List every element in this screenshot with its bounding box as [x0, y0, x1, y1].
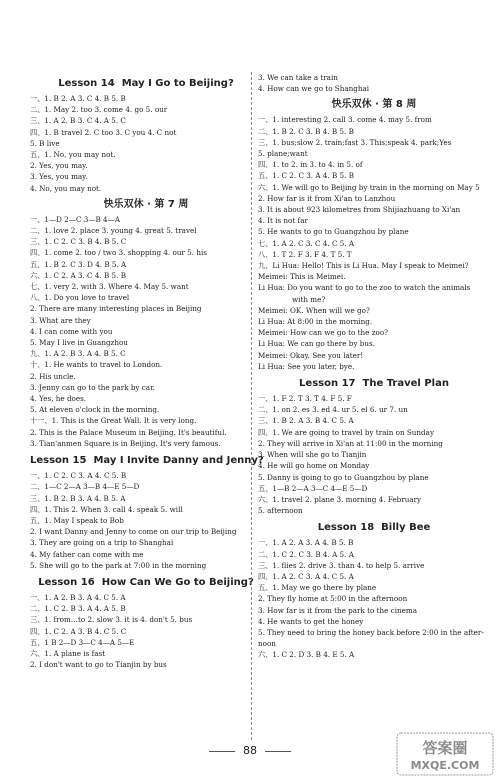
answer-line: 五、1—B 2—A 3—C 4—E 5—D: [258, 483, 368, 493]
answer-line: 2. They will arrive in Xi'an at 11:00 in the morning: [258, 438, 443, 448]
watermark-logo: [396, 732, 494, 776]
answer-line: 三、1. bus;slow 2. train;fast 3. This;speak 4. park;Yes: [258, 137, 452, 147]
lesson-heading: [30, 453, 262, 468]
answer-line: 九、1. A 2. B 3. A 4. B 5. C: [30, 349, 126, 359]
answer-line: 一、1. B 2. A 3. C 4. B 5. B: [30, 94, 126, 103]
section-heading: 快乐双休 · 第 8 周: [331, 99, 417, 111]
answer-line: 5. Danny is going to go to Guangzhou by plane: [258, 472, 429, 482]
answer-line: 九、Li Hua: Hello! This is Li Hua. May I speak to Meimei?: [258, 261, 469, 271]
answer-line: 3. Yes, you may.: [30, 172, 88, 182]
answer-line: Li Hua: Do you want to go to the zoo to watch the animals: [258, 283, 471, 293]
answer-line: with me?: [292, 294, 326, 304]
answer-line: 2. How far is it from Xi'an to Lanzhou: [258, 193, 396, 203]
answer-line: 二、1. B 2. C 3. B 4. B 5. B: [258, 126, 354, 136]
answer-line: 十、1. He wants to travel to London.: [30, 360, 163, 370]
answer-line: 3. Tian'anmen Square is in Beijing. It's very famous.: [30, 438, 221, 448]
answer-line: 五、1. B 2. C 3. D 4. B 5. A: [30, 259, 127, 269]
answer-line: 三、1. B 2. A 3. B 4. C 5. A: [258, 416, 354, 426]
answer-line: 5. At eleven o'clock in the morning.: [30, 405, 160, 415]
answer-line: 4. My father can come with me: [30, 549, 144, 559]
answer-line: 八、1. Do you love to travel: [30, 293, 130, 303]
answer-line: 四、1. come 2. too / two 3. shopping 4. our 5. his: [30, 248, 207, 258]
left-column: [30, 72, 262, 670]
answer-line: 三、1. B 2. B 3. A 4. B 5. A: [30, 493, 126, 503]
answer-line: 2. This is the Palace Museum in Beijing. It's beautiful.: [30, 427, 227, 437]
answer-line: 三、1. C 2. C 3. B 4. B 5. C: [30, 237, 127, 247]
answer-line: 六、1. A plane is fast: [30, 648, 106, 658]
answer-line: 三、1. flies 2. drive 3. than 4. to help 5. arrive: [258, 560, 425, 570]
answer-line: 2. There are many interesting places in Beijing: [30, 304, 202, 314]
watermark-top: 答案圈: [422, 739, 468, 757]
answer-line: 2. I don't want to go to Tianjin by bus: [30, 660, 167, 670]
lesson-title: How Can We Go to Beijing?: [101, 576, 254, 588]
answer-line: 四、1. We are going to travel by train on Sunday: [258, 427, 435, 437]
answer-line: 4. I can come with you: [30, 326, 113, 336]
lesson-heading: [258, 376, 490, 391]
right-column: [258, 72, 490, 661]
answer-line: 4. He will go home on Monday: [258, 461, 370, 471]
answer-line: 2. I want Danny and Jenny to come on our trip to Beijing: [30, 527, 237, 537]
answer-line: 六、1. travel 2. plane 3. morning 4. February: [258, 494, 422, 504]
answer-line: 5. B live: [30, 138, 60, 148]
answer-line: 六、1. C 2. A 3. C 4. B 5. B: [30, 270, 126, 280]
answer-line: 3. They are going on a trip to Shanghai: [30, 538, 174, 548]
answer-line: 一、1. A 2. A 3. A 4. B 5. B: [258, 538, 354, 548]
answer-line: 5. She will go to the park at 7:00 in the morning: [30, 560, 207, 570]
answer-line: 2. His uncle.: [30, 371, 76, 381]
answer-line: 二、1. C 2. B 3. A 4. A 5. B: [30, 604, 126, 614]
answer-line: 一、1—D 2—C 3—B 4—A: [30, 214, 121, 224]
answer-line: 四、1. to 2. in 3. to 4. in 5. of: [258, 160, 363, 170]
answer-line: Li Hua: At 8:00 in the morning.: [258, 317, 373, 327]
lesson-heading: [30, 76, 262, 91]
answer-line: 五、1. No, you may not.: [30, 150, 116, 160]
answer-line: 十一、1. This is the Great Wall. It is very long.: [30, 416, 197, 426]
page-number: 88: [243, 744, 257, 757]
answer-line: 六、1. C 2. D 3. B 4. E 5. A: [258, 650, 355, 660]
lesson-title: Billy Bee: [381, 522, 431, 534]
answer-line: 5. May I live in Guangzhou: [30, 338, 128, 348]
lesson-title: May I Go to Beijing?: [121, 78, 234, 89]
answer-line: 2. They fly home at 5:00 in the afternoon: [258, 594, 408, 604]
answer-line: 四、1. A 2. C 3. A 4. C 5. A: [258, 571, 354, 581]
answer-line: Meimei: OK. When will we go?: [258, 305, 370, 315]
column-divider: [251, 72, 252, 740]
footer-dash-left: [209, 751, 235, 752]
answer-line: 二、1. love 2. place 3. young 4. great 5. travel: [30, 226, 197, 236]
answer-line: 3. Jenny can go to the park by car.: [30, 382, 156, 392]
answer-line: noon: [258, 639, 276, 649]
answer-line: 二、1. May 2. too 3. come 4. go 5. our: [30, 105, 168, 115]
answer-line: 4. It is not far: [258, 216, 308, 226]
answer-line: 二、1. on 2. es 3. ed 4. ur 5. el 6. ur 7. un: [258, 405, 408, 415]
answer-line: 四、1. B travel 2. C too 3. C you 4. C not: [30, 127, 177, 137]
answer-line: 五、1. May I speak to Bob: [30, 515, 124, 525]
lesson-number: Lesson 16: [38, 576, 95, 588]
lesson-title: May I Invite Danny and Jenny?: [93, 455, 264, 467]
answer-line: Meimei: Okay. See you later!: [258, 350, 364, 360]
answer-line: Meimei: How can we go to the zoo?: [258, 328, 388, 338]
answer-line: 五、1. C 2. C 3. A 4. B 5. B: [258, 171, 354, 181]
answer-line: 3. It is about 923 kilometres from Shijiazhuang to Xi'an: [258, 205, 461, 215]
answer-line: 一、1. A 2. B 3. A 4. C 5. A: [30, 592, 126, 602]
answer-line: 二、1—C 2—A 3—B 4—E 5—D: [30, 482, 140, 492]
answer-line: 一、1. interesting 2. call 3. come 4. may 5. from: [258, 115, 432, 125]
lesson-number: Lesson 18: [317, 522, 375, 534]
footer-dash-right: [265, 751, 291, 752]
answer-line: 七、1. A 2. C 3. C 4. C 5. A: [258, 238, 355, 248]
watermark-bottom: MXQE.COM: [410, 759, 480, 772]
answer-line: 4. How can we go to Shanghai: [258, 84, 370, 94]
answer-line: 4. He wants to get the honey: [258, 616, 364, 626]
answer-line: 一、1. C 2. C 3. A 4. C 5. B: [30, 471, 127, 481]
answer-line: 三、1. A 2. B 3. C 4. A 5. C: [30, 116, 126, 126]
answer-line: 3. We can take a train: [258, 73, 338, 82]
answer-line: 4. Yes, he does.: [30, 394, 87, 404]
answer-line: Li Hua: We can go there by bus.: [258, 339, 375, 349]
answer-line: 四、1. This 2. When 3. call 4. speak 5. will: [30, 504, 183, 514]
answer-line: 三、1. from…to 2. slow 3. it is 4. don't 5. bus: [30, 615, 193, 625]
section-heading: 快乐双休 · 第 7 周: [103, 198, 189, 210]
lesson-heading: [30, 575, 262, 590]
answer-line: 一、1. F 2. T 3. T 4. F 5. F: [258, 394, 352, 404]
answer-line: 五、1. May we go there by plane: [258, 583, 377, 593]
answer-line: 二、1. C 2. C 3. B 4. A 5. A: [258, 549, 354, 559]
answer-line: 5. They need to bring the honey back before 2:00 in the after-: [258, 627, 484, 637]
lesson-number: Lesson 17: [299, 378, 356, 390]
answer-line: 3. How far is it from the park to the cinema: [258, 605, 417, 615]
lesson-heading: [258, 520, 490, 535]
answer-line: 4. No, you may not.: [30, 183, 102, 193]
lesson-number: Lesson 15: [30, 455, 87, 467]
answer-line: 八、1. T 2. F 3. F 4. T 5. T: [258, 249, 352, 259]
answer-line: 5. plane;want: [258, 149, 308, 159]
answer-line: 3. When will she go to Tianjin: [258, 450, 367, 460]
answer-line: 5. afternoon: [258, 506, 303, 516]
answer-line: Meimei: This is Meimei.: [258, 272, 346, 282]
answer-line: 七、1. very 2. with 3. Where 4. May 5. want: [30, 282, 189, 292]
answer-line: 3. What are they: [30, 315, 91, 325]
answer-line: 5. He wants to go to Guangzhou by plane: [258, 227, 409, 237]
answer-line: Li Hua: See you later, bye.: [258, 361, 355, 371]
lesson-number: Lesson 14: [58, 78, 115, 89]
answer-line: 六、1. We will go to Beijing by train in the morning on May 5: [258, 182, 480, 192]
answer-line: 五、1 B 2—D 3—C 4—A 5—E: [30, 637, 135, 647]
lesson-title: The Travel Plan: [362, 378, 449, 390]
answer-line: 2. Yes, you may.: [30, 161, 88, 171]
answer-line: 四、1. C 2. A 3. B 4. C 5. C: [30, 626, 127, 636]
